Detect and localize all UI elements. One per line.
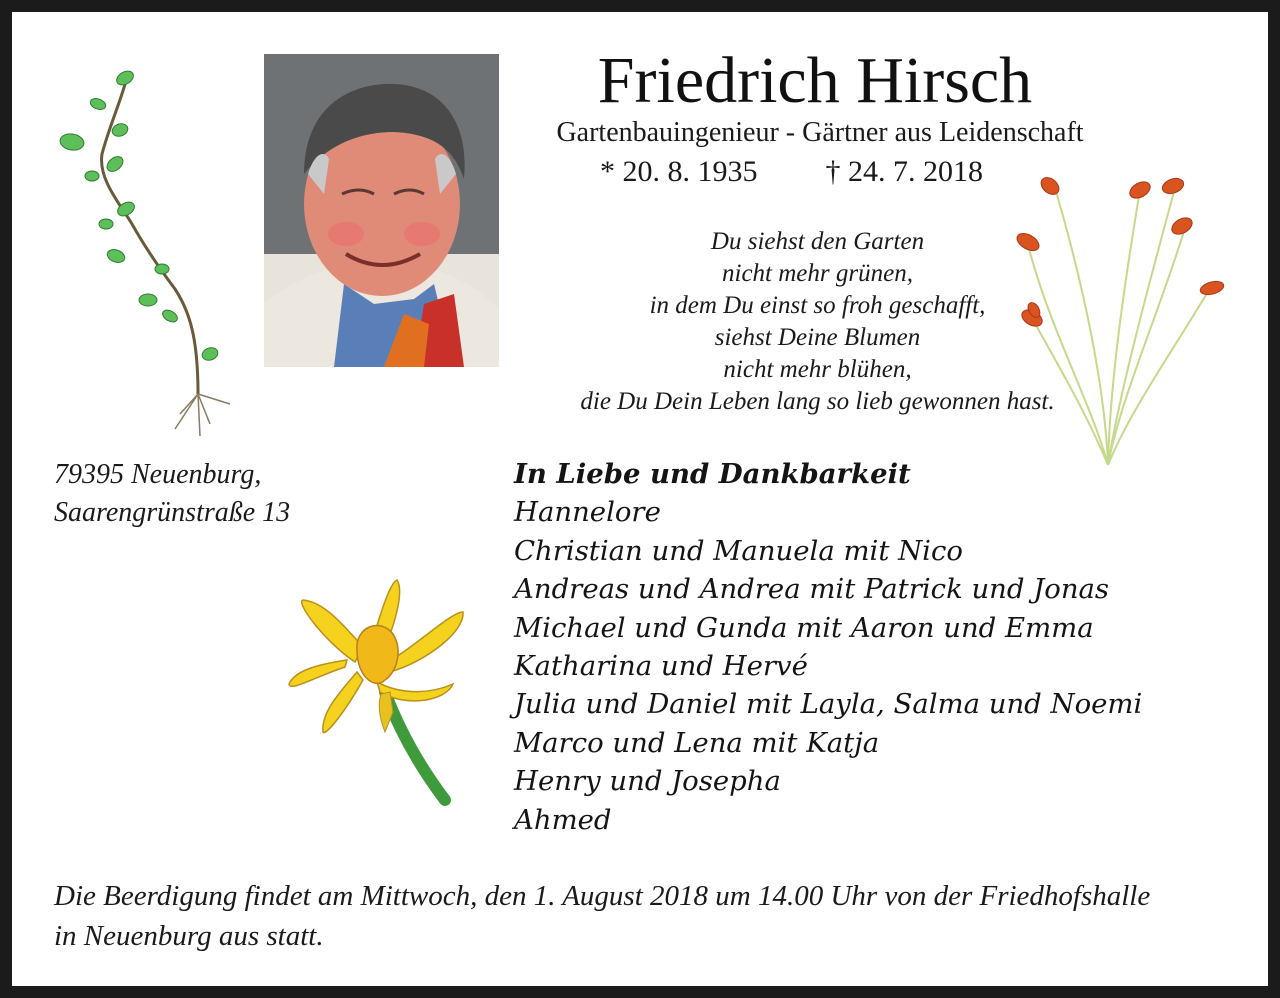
address-line: Saarengrünstraße 13 [54, 497, 291, 528]
family-member: Marco und Lena mit Katja [514, 726, 880, 759]
family-member: Michael und Gunda mit Aaron und Emma [514, 611, 1094, 644]
profession-line: Gartenbauingenieur - Gärtner aus Leidenschaft [556, 117, 1084, 148]
poem-line: nicht mehr blühen, [723, 356, 912, 383]
daffodil-illustration-icon [285, 572, 470, 807]
family-member: Katharina und Hervé [514, 650, 808, 683]
grass-flowers-illustration-icon [1010, 170, 1230, 470]
death-date: † 24. 7. 2018 [825, 155, 983, 188]
portrait-photo [264, 54, 499, 367]
life-dates [600, 154, 983, 190]
family-member: Andreas und Andrea mit Patrick und Jonas [514, 573, 1110, 606]
birth-date: * 20. 8. 1935 [600, 155, 758, 188]
poem-line: siehst Deine Blumen [714, 324, 921, 351]
family-list [514, 455, 1142, 839]
funeral-line: Die Beerdigung findet am Mittwoch, den 1. August 2018 um 14.00 Uhr von der Friedhofshalle [54, 880, 1151, 912]
family-member: Ahmed [514, 803, 612, 836]
family-member: Julia und Daniel mit Layla, Salma und Noemi [514, 688, 1143, 721]
address-block [54, 456, 290, 532]
funeral-line: in Neuenburg aus statt. [54, 920, 324, 952]
family-heading: In Liebe und Dankbarkeit [514, 458, 911, 490]
address-line: 79395 Neuenburg, [54, 459, 262, 490]
poem-line: die Du Dein Leben lang so lieb gewonnen hast. [580, 388, 1055, 415]
vine-illustration-icon [50, 64, 250, 440]
poem-line: in dem Du einst so froh geschafft, [649, 292, 986, 319]
family-member: Christian und Manuela mit Nico [514, 534, 963, 567]
deceased-name: Friedrich Hirsch [597, 44, 1033, 117]
family-member: Hannelore [514, 496, 661, 529]
family-member: Henry und Josepha [514, 765, 781, 798]
poem-line: Du siehst den Garten [710, 228, 925, 255]
poem-line: nicht mehr grünen, [722, 260, 913, 287]
funeral-notice [54, 876, 1244, 956]
